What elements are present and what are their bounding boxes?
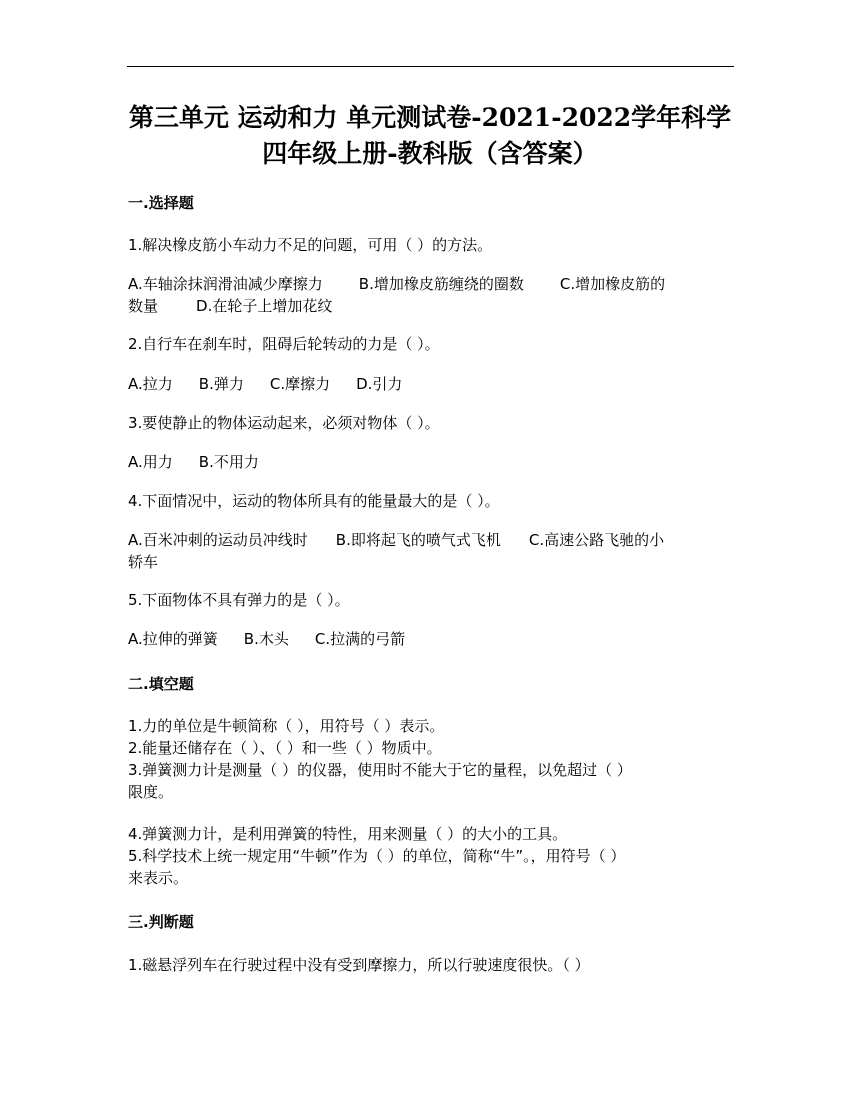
option-c: C.摩擦力 xyxy=(269,375,331,393)
option-a: A.拉力 xyxy=(128,375,173,393)
question-4: 4.下面情况中，运动的物体所具有的能量最大的是（ ）。 xyxy=(128,492,500,510)
header-rule xyxy=(127,66,734,67)
option-b: B.不用力 xyxy=(198,453,259,471)
option-b: B.弹力 xyxy=(198,375,244,393)
fill-3 xyxy=(128,759,732,803)
option-c: C.拉满的弓箭 xyxy=(314,630,406,648)
question-2-options xyxy=(128,373,732,395)
option-b: B.木头 xyxy=(243,630,289,648)
fill-5-line-1: 5.科学技术上统一规定用“牛顿”作为（ ）的单位，简称“牛”。，用符号（ ） xyxy=(128,847,626,865)
fill-1: 1.力的单位是牛顿简称（ ），用符号（ ）表示。 xyxy=(128,717,445,735)
option-a: A.拉伸的弹簧 xyxy=(128,630,218,648)
fill-2: 2.能量还储存在（ ）、（ ）和一些（ ）物质中。 xyxy=(128,739,442,757)
question-5-options xyxy=(128,628,732,650)
question-2: 2.自行车在刹车时，阻碍后轮转动的力是（ ）。 xyxy=(128,335,440,353)
page-title: 第三单元 运动和力 单元测试卷-2021-2022学年科学四年级上册-教科版（含答案） xyxy=(128,103,732,168)
option-a: A.百米冲刺的运动员冲线时 xyxy=(128,531,308,549)
option-b: B.增加橡皮筋缠绕的圈数 xyxy=(358,275,524,293)
option-c-cont: 数量 xyxy=(128,297,159,315)
question-1: 1.解决橡皮筋小车动力不足的问题，可用（ ）的方法。 xyxy=(128,236,493,254)
fill-3-line-1: 3.弹簧测力计是测量（ ）的仪器，使用时不能大于它的量程，以免超过（ ） xyxy=(128,761,632,779)
option-c-cont: 轿车 xyxy=(128,553,159,571)
option-c: C.增加橡皮筋的 xyxy=(559,275,666,293)
option-a: A.车轴涂抹润滑油减少摩擦力 xyxy=(128,275,323,293)
section-fill-heading: 二.填空题 xyxy=(128,675,194,693)
section-judge-heading: 三.判断题 xyxy=(128,913,194,931)
fill-4: 4.弹簧测力计，是利用弹簧的特性，用来测量（ ）的大小的工具。 xyxy=(128,825,568,843)
option-d: D.在轮子上增加花纹 xyxy=(196,297,333,315)
option-d: D.引力 xyxy=(356,375,403,393)
question-1-options xyxy=(128,273,732,317)
option-b: B.即将起飞的喷气式飞机 xyxy=(335,531,501,549)
fill-5-line-2: 来表示。 xyxy=(128,869,189,887)
question-3-options xyxy=(128,451,732,473)
option-a: A.用力 xyxy=(128,453,173,471)
judge-1: 1.磁悬浮列车在行驶过程中没有受到摩擦力，所以行驶速度很快。（ ） xyxy=(128,956,590,974)
section-choice-heading: 一.选择题 xyxy=(128,194,194,212)
fill-5 xyxy=(128,845,732,889)
question-4-options xyxy=(128,529,732,573)
fill-3-line-2: 限度。 xyxy=(128,783,174,801)
question-5: 5.下面物体不具有弹力的是（ ）。 xyxy=(128,591,350,609)
option-c: C.高速公路飞驰的小 xyxy=(528,531,665,549)
question-3: 3.要使静止的物体运动起来，必须对物体（ ）。 xyxy=(128,414,440,432)
